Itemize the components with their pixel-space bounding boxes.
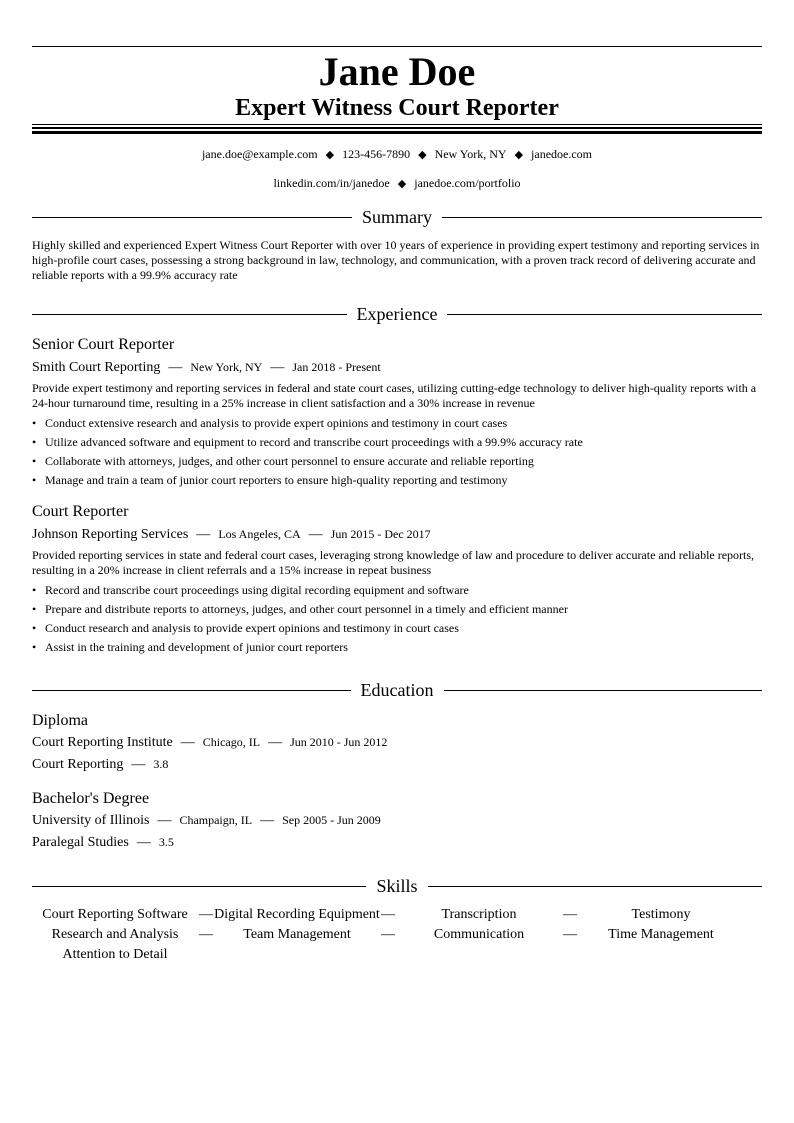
job-company: Johnson Reporting Services <box>32 527 189 542</box>
job-dates: Jun 2015 - Dec 2017 <box>330 527 431 541</box>
bullet-icon: • <box>32 473 37 487</box>
education-entry <box>32 711 762 775</box>
resume-page <box>32 46 762 965</box>
education-field-line <box>32 832 762 853</box>
skill-item: Digital Recording Equipment <box>214 907 380 922</box>
bullet-icon: • <box>32 621 37 635</box>
education-field: Paralegal Studies <box>32 835 129 850</box>
dash-separator: — <box>199 927 213 942</box>
skill-item: Communication <box>433 927 525 942</box>
job-location: Los Angeles, CA <box>218 527 301 541</box>
skill-item: Court Reporting Software <box>42 907 188 922</box>
list-item: • Utilize advanced software and equipment to record and transcribe court proceedings with a 99.9% accuracy rate <box>32 433 762 452</box>
diamond-icon: ◆ <box>514 149 524 161</box>
dash-separator: — <box>199 907 213 922</box>
job-bullets <box>32 414 762 490</box>
section-title: Experience <box>356 304 438 324</box>
job-bullets <box>32 581 762 657</box>
section-title: Education <box>360 680 434 700</box>
job-location: New York, NY <box>190 360 263 374</box>
top-rule <box>32 46 762 47</box>
education-degree: Bachelor's Degree <box>32 790 150 807</box>
resume-title: Expert Witness Court Reporter <box>235 95 559 121</box>
dash-separator: — <box>180 735 195 750</box>
section-title: Skills <box>376 876 418 896</box>
diamond-icon: ◆ <box>325 149 335 161</box>
education-location: Champaign, IL <box>179 813 253 827</box>
list-item: • Assist in the training and development of junior court reporters <box>32 638 762 657</box>
skill-item: Team Management <box>243 927 351 942</box>
job-description: Provided reporting services in state and federal court cases, leveraging strong knowledge of law and procedure to deliver accurate and reliable reports, resulting in a 20% increase in client referrals and a 15% increase in repeat business <box>32 548 755 577</box>
header-rule <box>32 124 762 134</box>
job-dates: Jan 2018 - Present <box>292 360 381 374</box>
skill-item: Testimony <box>631 907 691 922</box>
contact-location: New York, NY <box>434 147 507 161</box>
job-role: Senior Court Reporter <box>32 336 175 353</box>
education-heading <box>32 679 762 701</box>
dash-separator: — <box>168 360 183 375</box>
job-entry <box>32 502 762 657</box>
education-degree: Diploma <box>32 712 88 729</box>
dash-separator: — <box>563 927 577 942</box>
education-school: Court Reporting Institute <box>32 735 173 750</box>
skills-heading <box>32 875 762 897</box>
contact-linkedin[interactable]: linkedin.com/in/janedoe <box>273 176 390 190</box>
education-dates: Sep 2005 - Jun 2009 <box>282 813 381 827</box>
job-company: Smith Court Reporting <box>32 360 161 375</box>
section-title: Summary <box>362 207 432 227</box>
contact-website[interactable]: janedoe.com <box>531 147 593 161</box>
education-location: Chicago, IL <box>202 735 261 749</box>
education-school-line <box>32 810 762 831</box>
job-org-line <box>32 524 762 545</box>
dash-separator: — <box>308 527 323 542</box>
diamond-icon: ◆ <box>397 178 407 190</box>
dash-separator: — <box>196 527 211 542</box>
dash-separator: — <box>563 907 577 922</box>
list-item: • Collaborate with attorneys, judges, and other court personnel to ensure accurate and reliable reporting <box>32 452 762 471</box>
bullet-icon: • <box>32 435 37 449</box>
dash-separator: — <box>136 835 151 850</box>
dash-separator: — <box>157 813 172 828</box>
contact-row-2 <box>32 169 762 198</box>
education-school-line <box>32 732 762 753</box>
bullet-icon: • <box>32 602 37 616</box>
list-item: • Prepare and distribute reports to attorneys, judges, and other court personnel in a timely and efficient manner <box>32 600 762 619</box>
resume-name: Jane Doe <box>318 49 476 94</box>
contact-email[interactable]: jane.doe@example.com <box>201 147 318 161</box>
bullet-icon: • <box>32 583 37 597</box>
list-item: • Record and transcribe court proceedings using digital recording equipment and software <box>32 581 762 600</box>
experience-heading <box>32 303 762 325</box>
education-school: University of Illinois <box>32 813 150 828</box>
education-entry <box>32 789 762 853</box>
job-description: Provide expert testimony and reporting services in federal and state court cases, utilizing cutting-edge technology to deliver high-quality reports with a 24-hour turnaround time, resulting in a 25% increase in client satisfaction and a 30% increase in revenue <box>32 381 757 410</box>
skill-item: Transcription <box>441 907 517 922</box>
bullet-icon: • <box>32 416 37 430</box>
dash-separator: — <box>268 735 283 750</box>
job-role: Court Reporter <box>32 503 129 520</box>
dash-separator: — <box>131 757 146 772</box>
dash-separator: — <box>260 813 275 828</box>
education-field-line <box>32 754 762 775</box>
skill-item: Research and Analysis <box>51 927 179 942</box>
dash-separator: — <box>381 907 395 922</box>
contact-portfolio[interactable]: janedoe.com/portfolio <box>414 176 521 190</box>
contact-phone: 123-456-7890 <box>342 147 411 161</box>
bullet-icon: • <box>32 454 37 468</box>
summary-heading <box>32 206 762 228</box>
education-gpa: 3.8 <box>153 757 169 771</box>
education-dates: Jun 2010 - Jun 2012 <box>290 735 388 749</box>
skill-item: Attention to Detail <box>62 947 168 962</box>
skill-item: Time Management <box>608 927 714 942</box>
bullet-icon: • <box>32 640 37 654</box>
skills-grid <box>32 905 762 965</box>
list-item: • Conduct research and analysis to provide expert opinions and testimony in court cases <box>32 619 762 638</box>
dash-separator: — <box>270 360 285 375</box>
job-org-line <box>32 357 762 378</box>
list-item: • Conduct extensive research and analysis to provide expert opinions and testimony in court cases <box>32 414 762 433</box>
education-gpa: 3.5 <box>158 835 174 849</box>
dash-separator: — <box>381 927 395 942</box>
education-field: Court Reporting <box>32 757 124 772</box>
job-entry <box>32 335 762 490</box>
list-item: • Manage and train a team of junior court reporters to ensure high-quality reporting and testimony <box>32 471 762 490</box>
summary-text: Highly skilled and experienced Expert Witness Court Reporter with over 10 years of experience in providing expert testimony and reporting services in high-profile court cases, possessing a strong background in law, technology, and communication, with a proven track record of delivering accurate and reliable reports with a 99.9% accuracy rate <box>32 238 760 282</box>
diamond-icon: ◆ <box>418 149 427 161</box>
contact-row <box>32 140 762 169</box>
